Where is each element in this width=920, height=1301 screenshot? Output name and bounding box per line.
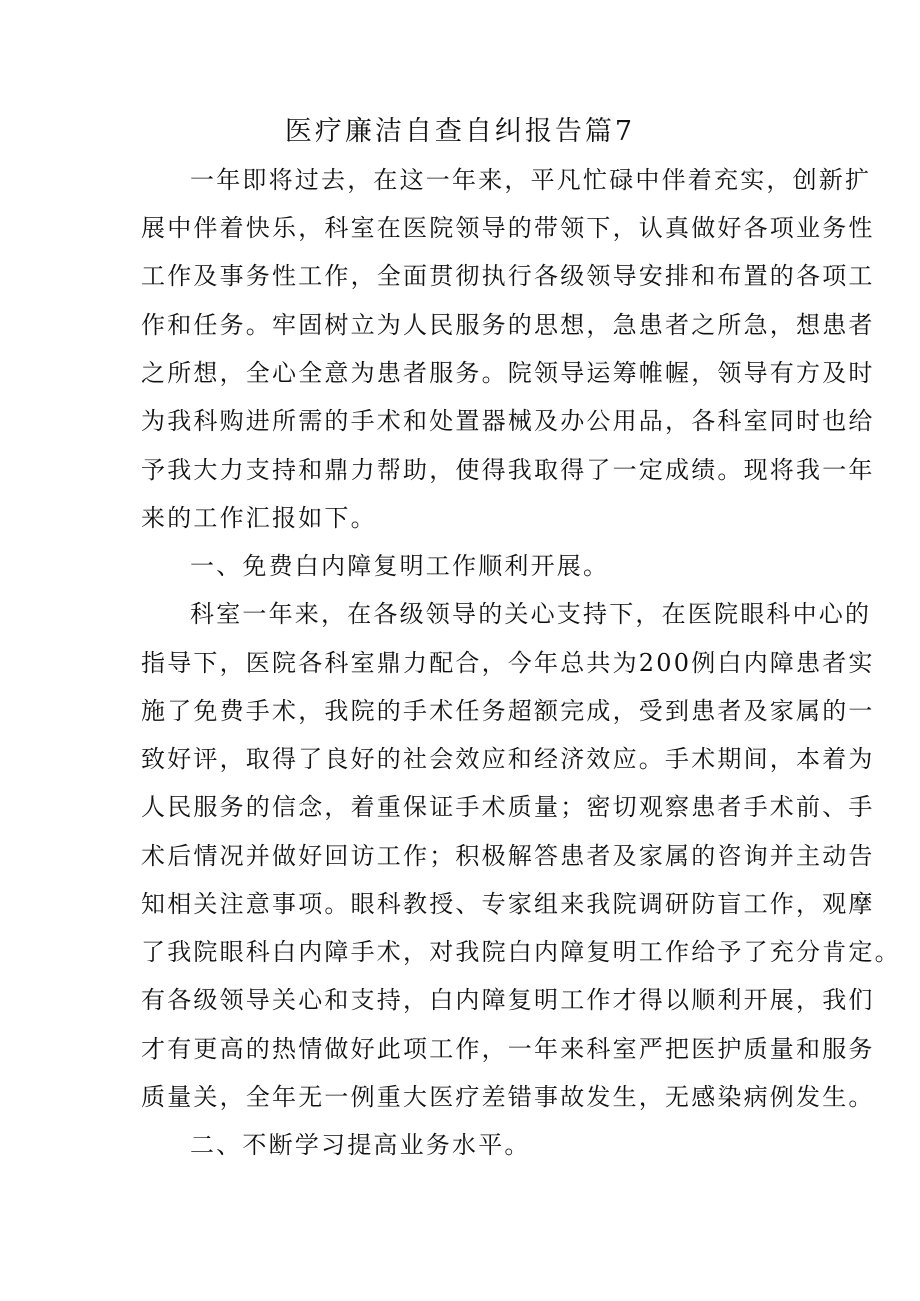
paragraph-line: 作和任务。牢固树立为人民服务的思想，急患者之所急，想患者 xyxy=(141,311,875,339)
paragraph-line: 施了免费手术，我院的手术任务超额完成，受到患者及家属的一 xyxy=(141,697,875,725)
section-heading: 二、不断学习提高业务水平。 xyxy=(190,1131,531,1159)
paragraph-line: 指导下，医院各科室鼎力配合，今年总共为200例白内障患者实 xyxy=(141,649,875,677)
paragraph-line: 有各级领导关心和支持，白内障复明工作才得以顺利开展，我们 xyxy=(141,986,875,1014)
paragraph-line: 为我科购进所需的手术和处置器械及办公用品，各科室同时也给 xyxy=(141,407,875,435)
paragraph-line: 展中伴着快乐，科室在医院领导的带领下，认真做好各项业务性 xyxy=(141,214,875,242)
paragraph-line: 工作及事务性工作，全面贯彻执行各级领导安排和布置的各项工 xyxy=(141,262,875,290)
paragraph-line: 了我院眼科白内障手术，对我院白内障复明工作给予了充分肯定。 xyxy=(141,938,901,966)
document-title: 医疗廉洁自查自纠报告篇7 xyxy=(284,116,636,147)
paragraph-line: 质量关，全年无一例重大医疗差错事故发生，无感染病例发生。 xyxy=(141,1083,875,1111)
paragraph-line: 致好评，取得了良好的社会效应和经济效应。手术期间，本着为 xyxy=(141,745,875,773)
paragraph-line: 术后情况并做好回访工作；积极解答患者及家属的咨询并主动告 xyxy=(141,842,875,870)
paragraph-line: 予我大力支持和鼎力帮助，使得我取得了一定成绩。现将我一年 xyxy=(141,456,875,484)
paragraph-line: 知相关注意事项。眼科教授、专家组来我院调研防盲工作，观摩 xyxy=(141,890,875,918)
paragraph-line: 科室一年来，在各级领导的关心支持下，在医院眼科中心的 xyxy=(190,600,872,628)
paragraph-line: 之所想，全心全意为患者服务。院领导运筹帷幄，领导有方及时 xyxy=(141,359,875,387)
paragraph-line: 一年即将过去，在这一年来，平凡忙碌中伴着充实，创新扩 xyxy=(190,166,872,194)
section-heading: 一、免费白内障复明工作顺利开展。 xyxy=(190,552,610,580)
paragraph-line: 才有更高的热情做好此项工作，一年来科室严把医护质量和服务 xyxy=(141,1035,875,1063)
paragraph-line: 来的工作汇报如下。 xyxy=(141,504,377,532)
paragraph-line: 人民服务的信念，着重保证手术质量；密切观察患者手术前、手 xyxy=(141,793,875,821)
